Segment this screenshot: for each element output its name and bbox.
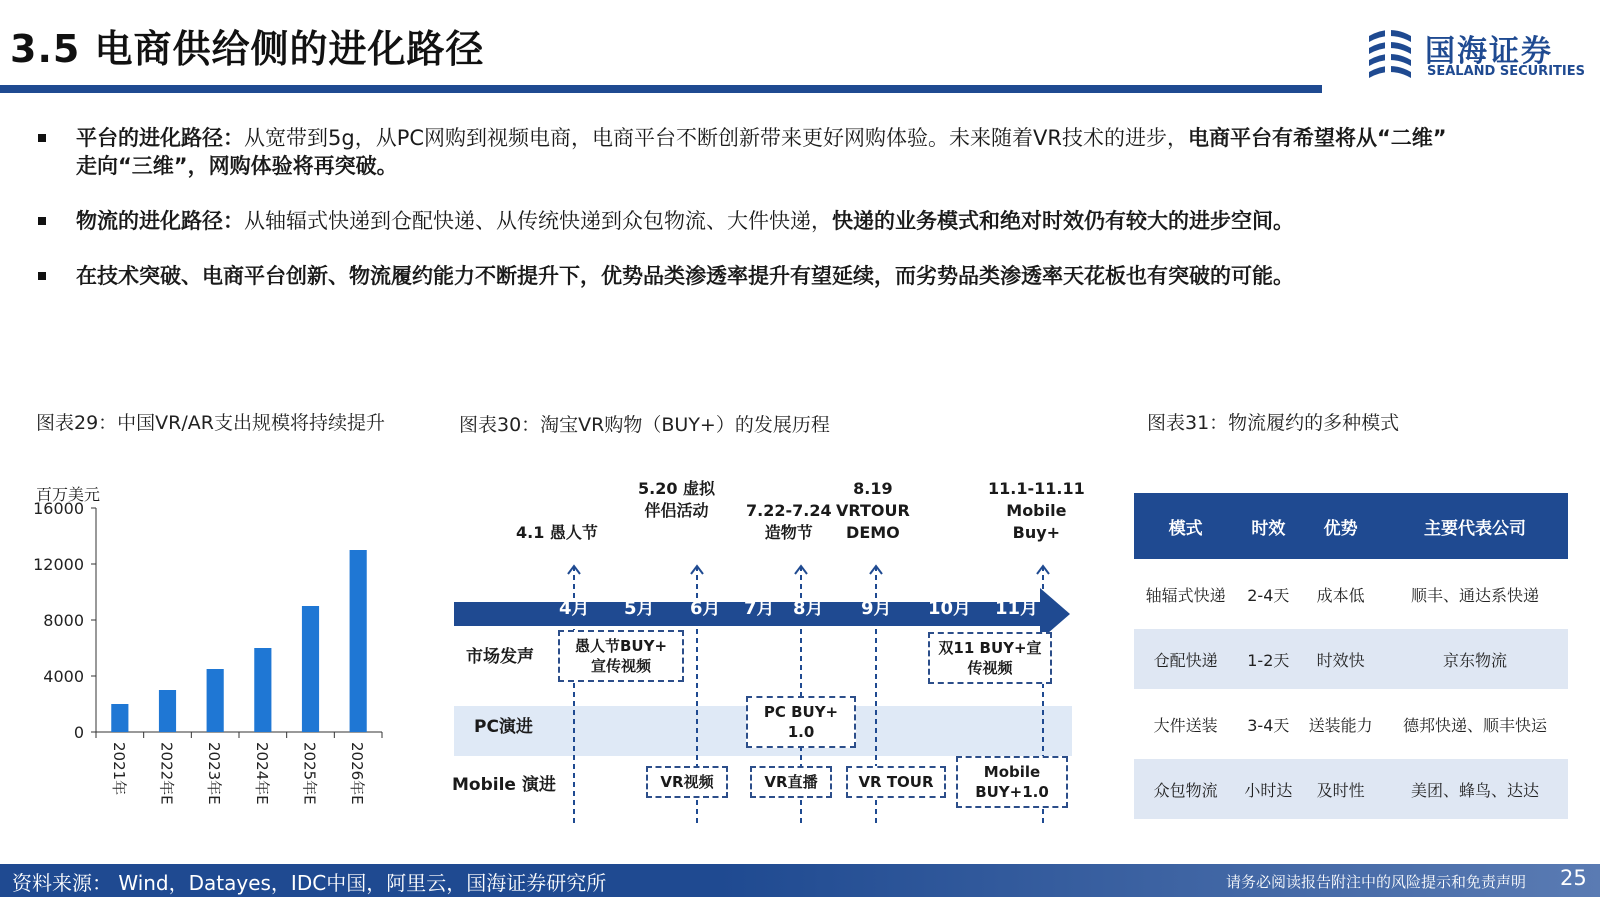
box-vr-video: VR视频 — [646, 766, 728, 798]
y-tick-label: 0 — [73, 723, 84, 742]
y-unit-label: 百万美元 — [36, 485, 101, 504]
event-creation-festival: 7.22-7.24 造物节 — [746, 501, 832, 542]
table-row — [1134, 694, 1568, 754]
caption-fig30: 图表30：淘宝VR购物（BUY+）的发展历程 — [459, 414, 830, 436]
box-april-fools-video: 愚人节BUY+ 宣传视频 — [558, 630, 684, 682]
table-cell: 德邦快递、顺丰快运 — [1402, 715, 1547, 735]
company-logo — [1365, 26, 1593, 82]
table-header: 时效 — [1237, 493, 1299, 559]
bullet-bold-lead: 在技术突破、电商平台创新、物流履约能力不断提升下，优势品类渗透率提升有望延续，而劣势品类渗透率天花板也有突破的可能。 — [76, 264, 1294, 288]
box-pc-buy: PC BUY+ 1.0 — [746, 696, 856, 748]
bar — [302, 606, 319, 732]
bullet-marker — [38, 217, 46, 225]
table-cell: 3-4天 — [1247, 715, 1290, 735]
table-header: 主要代表公司 — [1382, 493, 1568, 559]
month-label: 11月 — [995, 598, 1039, 619]
logo-en-text: SEALAND SECURITIES — [1427, 64, 1585, 79]
month-label: 5月 — [624, 598, 655, 619]
bullet-list — [38, 124, 1458, 317]
bullet-bold-tail: 快递的业务模式和绝对时效仍有较大的进步空间。 — [832, 209, 1294, 233]
table-cell: 时效快 — [1299, 629, 1382, 689]
box-mobile-buy: Mobile BUY+1.0 — [956, 756, 1068, 808]
buy-plus-timeline — [450, 478, 1090, 838]
bar — [159, 690, 176, 732]
bullet-outlook — [38, 262, 1458, 290]
month-label: 9月 — [861, 598, 892, 619]
table-header: 模式 — [1134, 493, 1237, 559]
table-row — [1134, 759, 1568, 819]
bar — [207, 669, 224, 732]
caption-fig31: 图表31：物流履约的多种模式 — [1147, 412, 1400, 434]
page-number: 25 — [1560, 866, 1587, 890]
bullet-bold-tail: 电商平台有希望将从“二维” 走向“三维”，网购体验将再突破。 — [76, 126, 1447, 178]
x-tick-label: 2026年E — [348, 742, 367, 805]
page-title: 3.5 电商供给侧的进化路径 — [10, 27, 485, 71]
table-cell: 2-4天 — [1247, 585, 1290, 605]
sealand-logo-icon — [1365, 26, 1415, 80]
event-vrtour-demo: 8.19 VRTOUR DEMO — [836, 479, 910, 542]
x-tick-label: 2024年E — [252, 742, 271, 805]
table-cell: 仓配快递 — [1134, 629, 1237, 689]
table-row — [1134, 564, 1568, 624]
month-label: 6月 — [690, 598, 721, 619]
table-cell: 送装能力 — [1308, 715, 1373, 735]
table-cell: 美团、蜂鸟、达达 — [1382, 759, 1568, 819]
table-cell: 京东物流 — [1382, 629, 1568, 689]
title-underline — [0, 85, 1322, 93]
x-tick-label: 2023年E — [205, 742, 224, 805]
event-520: 5.20 虚拟 伴侣活动 — [638, 479, 716, 520]
bullet-logistics — [38, 207, 1458, 235]
x-tick-label: 2022年E — [157, 742, 176, 805]
event-april-fools: 4.1 愚人节 — [516, 523, 598, 542]
bullet-marker — [38, 272, 46, 280]
y-tick-label: 12000 — [33, 555, 84, 574]
month-label: 4月 — [559, 598, 590, 619]
table-cell: 1-2天 — [1237, 629, 1299, 689]
y-tick-label: 8000 — [43, 611, 84, 630]
bar — [111, 704, 128, 732]
month-label: 7月 — [744, 598, 775, 619]
bullet-marker — [38, 134, 46, 142]
table-header-row — [1134, 493, 1568, 559]
row-label-pc: PC演进 — [474, 717, 533, 737]
row-label-market: 市场发声 — [466, 647, 534, 667]
bullet-bold-lead: 平台的进化路径： — [76, 126, 244, 150]
row-label-mobile: Mobile 演进 — [452, 775, 556, 795]
table-cell: 众包物流 — [1134, 759, 1237, 819]
x-tick-label: 2025年E — [300, 742, 319, 805]
table-cell: 大件送装 — [1153, 715, 1218, 735]
caption-fig29: 图表29：中国VR/AR支出规模将持续提升 — [36, 412, 385, 434]
bar — [350, 550, 367, 732]
bar-chart-svg — [30, 478, 410, 838]
vr-ar-spend-chart — [30, 478, 410, 838]
y-tick-label: 16000 — [33, 499, 84, 518]
table-cell: 小时达 — [1237, 759, 1299, 819]
source-note: 资料来源： Wind，Datayes，IDC中国，阿里云，国海证券研究所 — [12, 871, 607, 895]
box-vr-live: VR直播 — [750, 766, 832, 798]
table-cell: 顺丰、通达系快递 — [1410, 585, 1539, 605]
y-tick-label: 4000 — [43, 667, 84, 686]
table-cell: 成本低 — [1316, 585, 1365, 605]
bullet-text: 从宽带到5g，从PC网购到视频电商，电商平台不断创新带来更好网购体验。未来随着VR技术的进步， — [244, 126, 1188, 150]
month-label: 10月 — [928, 598, 972, 619]
disclaimer-note: 请务必阅读报告附注中的风险提示和免责声明 — [1226, 873, 1527, 891]
event-double11: 11.1-11.11 Mobile Buy+ — [988, 479, 1085, 542]
bar — [254, 648, 271, 732]
box-vr-tour: VR TOUR — [846, 766, 946, 798]
bullet-platform — [38, 124, 1458, 180]
logistics-modes-table — [1134, 488, 1568, 824]
month-label: 8月 — [793, 598, 824, 619]
table-cell: 及时性 — [1299, 759, 1382, 819]
box-double11-video: 双11 BUY+宣 传视频 — [928, 632, 1052, 684]
footer-bar — [0, 864, 1600, 897]
x-tick-label: 2021年 — [109, 742, 128, 796]
table-row — [1134, 629, 1568, 689]
logo-cn-text: 国海证券 — [1425, 34, 1553, 69]
table-cell: 轴辐式快递 — [1145, 585, 1226, 605]
bullet-text: 从轴辐式快递到仓配快递、从传统快递到众包物流、大件快递， — [244, 209, 832, 233]
bullet-bold-lead: 物流的进化路径： — [76, 209, 244, 233]
table-header: 优势 — [1299, 493, 1382, 559]
